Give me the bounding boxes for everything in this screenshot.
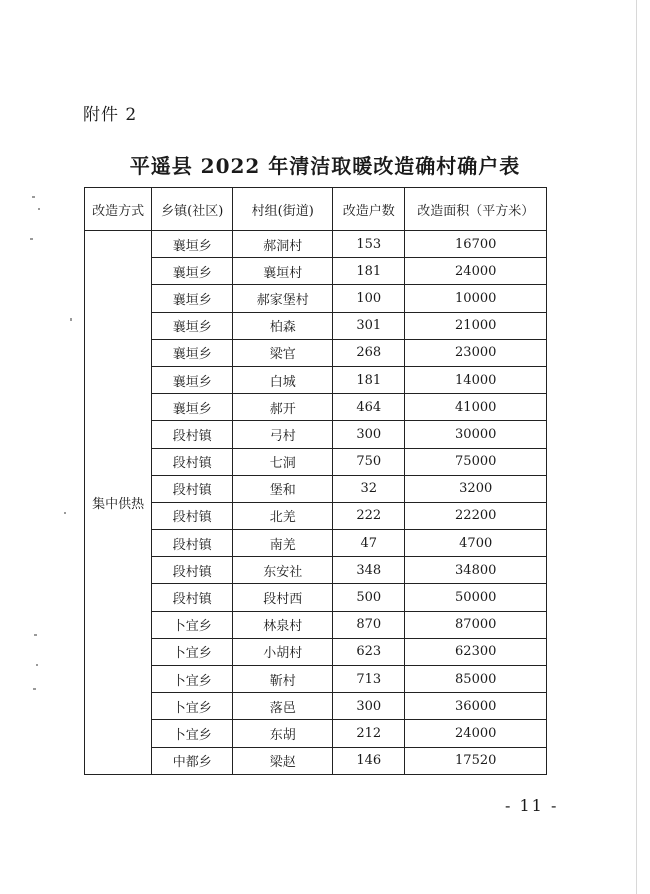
area-cell: 36000 xyxy=(405,693,547,720)
households-cell: 181 xyxy=(333,258,405,285)
town-cell: 段村镇 xyxy=(152,557,233,584)
header-method: 改造方式 xyxy=(85,188,152,231)
households-cell: 100 xyxy=(333,285,405,312)
table-row xyxy=(85,421,547,448)
households-cell: 464 xyxy=(333,394,405,421)
area-cell: 34800 xyxy=(405,557,547,584)
scan-speck xyxy=(64,512,66,514)
village-cell: 林泉村 xyxy=(233,611,333,638)
page-number: - 11 - xyxy=(505,796,559,815)
scan-speck xyxy=(30,238,33,240)
town-cell: 襄垣乡 xyxy=(152,231,233,258)
households-cell: 268 xyxy=(333,339,405,366)
town-cell: 襄垣乡 xyxy=(152,258,233,285)
scan-speck xyxy=(32,196,35,198)
households-cell: 500 xyxy=(333,584,405,611)
town-cell: 段村镇 xyxy=(152,502,233,529)
scan-speck xyxy=(70,318,72,321)
scan-speck xyxy=(34,634,37,636)
area-cell: 23000 xyxy=(405,339,547,366)
header-village: 村组(街道) xyxy=(233,188,333,231)
area-cell: 21000 xyxy=(405,312,547,339)
village-cell: 郝洞村 xyxy=(233,231,333,258)
village-cell: 东安社 xyxy=(233,557,333,584)
households-cell: 153 xyxy=(333,231,405,258)
households-cell: 301 xyxy=(333,312,405,339)
table-row xyxy=(85,666,547,693)
town-cell: 卜宜乡 xyxy=(152,720,233,747)
table-row xyxy=(85,231,547,258)
area-cell: 24000 xyxy=(405,720,547,747)
table-row xyxy=(85,339,547,366)
village-cell: 襄垣村 xyxy=(233,258,333,285)
table-row xyxy=(85,285,547,312)
town-cell: 卜宜乡 xyxy=(152,638,233,665)
header-households: 改造户数 xyxy=(333,188,405,231)
table-row xyxy=(85,720,547,747)
village-cell: 堡和 xyxy=(233,475,333,502)
area-cell: 87000 xyxy=(405,611,547,638)
households-cell: 750 xyxy=(333,448,405,475)
households-cell: 222 xyxy=(333,502,405,529)
town-cell: 襄垣乡 xyxy=(152,366,233,393)
table-row xyxy=(85,312,547,339)
village-cell: 郝家堡村 xyxy=(233,285,333,312)
table-row xyxy=(85,366,547,393)
area-cell: 22200 xyxy=(405,502,547,529)
scan-speck xyxy=(38,208,40,210)
village-cell: 弓村 xyxy=(233,421,333,448)
area-cell: 62300 xyxy=(405,638,547,665)
attachment-label: 附件 2 xyxy=(83,105,138,125)
town-cell: 卜宜乡 xyxy=(152,611,233,638)
table-row xyxy=(85,747,547,774)
table-header-row xyxy=(85,188,547,231)
town-cell: 段村镇 xyxy=(152,448,233,475)
table-row xyxy=(85,530,547,557)
town-cell: 襄垣乡 xyxy=(152,285,233,312)
area-cell: 10000 xyxy=(405,285,547,312)
village-cell: 段村西 xyxy=(233,584,333,611)
heating-renovation-table xyxy=(84,187,547,775)
table-row xyxy=(85,611,547,638)
table-row xyxy=(85,557,547,584)
households-cell: 348 xyxy=(333,557,405,584)
village-cell: 南羌 xyxy=(233,530,333,557)
town-cell: 段村镇 xyxy=(152,475,233,502)
area-cell: 50000 xyxy=(405,584,547,611)
table-row xyxy=(85,638,547,665)
area-cell: 75000 xyxy=(405,448,547,475)
households-cell: 300 xyxy=(333,421,405,448)
area-cell: 4700 xyxy=(405,530,547,557)
scan-speck xyxy=(33,688,36,690)
households-cell: 146 xyxy=(333,747,405,774)
households-cell: 870 xyxy=(333,611,405,638)
area-cell: 85000 xyxy=(405,666,547,693)
town-cell: 襄垣乡 xyxy=(152,394,233,421)
table-row xyxy=(85,394,547,421)
area-cell: 24000 xyxy=(405,258,547,285)
area-cell: 3200 xyxy=(405,475,547,502)
table-row xyxy=(85,502,547,529)
header-town: 乡镇(社区) xyxy=(152,188,233,231)
town-cell: 中都乡 xyxy=(152,747,233,774)
village-cell: 郝开 xyxy=(233,394,333,421)
table-row xyxy=(85,584,547,611)
village-cell: 梁官 xyxy=(233,339,333,366)
town-cell: 卜宜乡 xyxy=(152,666,233,693)
town-cell: 襄垣乡 xyxy=(152,312,233,339)
town-cell: 段村镇 xyxy=(152,530,233,557)
town-cell: 卜宜乡 xyxy=(152,693,233,720)
households-cell: 623 xyxy=(333,638,405,665)
header-area: 改造面积（平方米） xyxy=(405,188,547,231)
village-cell: 七洞 xyxy=(233,448,333,475)
village-cell: 北羌 xyxy=(233,502,333,529)
households-cell: 47 xyxy=(333,530,405,557)
table-row xyxy=(85,448,547,475)
village-cell: 靳村 xyxy=(233,666,333,693)
town-cell: 段村镇 xyxy=(152,584,233,611)
page-edge-line xyxy=(636,0,637,894)
households-cell: 300 xyxy=(333,693,405,720)
area-cell: 14000 xyxy=(405,366,547,393)
households-cell: 181 xyxy=(333,366,405,393)
households-cell: 713 xyxy=(333,666,405,693)
village-cell: 小胡村 xyxy=(233,638,333,665)
town-cell: 襄垣乡 xyxy=(152,339,233,366)
village-cell: 梁赵 xyxy=(233,747,333,774)
town-cell: 段村镇 xyxy=(152,421,233,448)
area-cell: 30000 xyxy=(405,421,547,448)
document-title: 平遥县 2022 年清洁取暖改造确村确户表 xyxy=(129,154,521,178)
scan-speck xyxy=(36,664,38,666)
households-cell: 32 xyxy=(333,475,405,502)
households-cell: 212 xyxy=(333,720,405,747)
table-body xyxy=(85,231,547,775)
village-cell: 白城 xyxy=(233,366,333,393)
method-cell: 集中供热 xyxy=(85,231,152,775)
table-row xyxy=(85,475,547,502)
village-cell: 东胡 xyxy=(233,720,333,747)
area-cell: 16700 xyxy=(405,231,547,258)
area-cell: 17520 xyxy=(405,747,547,774)
village-cell: 落邑 xyxy=(233,693,333,720)
area-cell: 41000 xyxy=(405,394,547,421)
table-row xyxy=(85,693,547,720)
table-row xyxy=(85,258,547,285)
village-cell: 柏森 xyxy=(233,312,333,339)
